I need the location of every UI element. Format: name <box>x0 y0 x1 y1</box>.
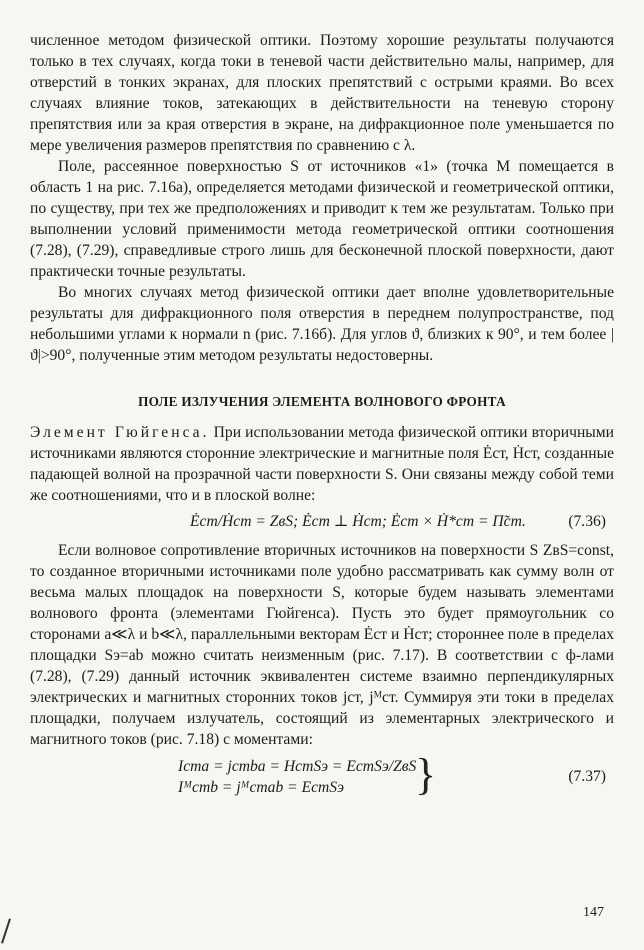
paragraph-1: численное методом физической оптики. Поэтому хорошие результаты получаются только в тех случаях, когда токи в теневой части действительно малы, например, для отверстий в тонких экранах, для плоских препятствий с острыми краями. Во всех случаях влияние токов, затекающих в действительности на теневую сторону препятствия или за края отверстия в экране, на дифракционное поле уменьшается по мере увеличения размеров препятствия по сравнению с λ. <box>30 32 614 154</box>
equation-7-37-number: (7.37) <box>568 768 606 785</box>
equation-7-36-body: Ėст/Ḣст = ZвS; Ėст ⊥ Ḣст; Ėст × Ḣ*ст = Π̃ст. <box>190 513 526 530</box>
equation-7-37-line2: Iᴹстb = jᴹстab = EстSэ <box>178 779 344 796</box>
equation-7-36-number: (7.36) <box>568 513 606 530</box>
equation-7-37-line1: Iстa = jстba = HстSэ = EстSэ/ZвS <box>178 758 417 775</box>
equation-7-37 <box>30 750 614 804</box>
paragraph-3: Во многих случаях метод физической оптики дает вполне удовлетворительные результаты для дифракционного поля отверстия в переднем полупространстве, под небольшими углами к нормали n (рис. 7.16б). Для углов ϑ, близких к 90°, и тем более |ϑ|>90°, полученные этим методом результаты недостоверны. <box>30 284 614 364</box>
page-body <box>30 30 614 804</box>
huygens-title: Элемент Гюйгенса. <box>30 424 210 441</box>
huygens-paragraph <box>30 422 614 506</box>
equation-7-36 <box>30 510 614 534</box>
right-brace: } <box>415 750 437 799</box>
section-heading: ПОЛЕ ИЗЛУЧЕНИЯ ЭЛЕМЕНТА ВОЛНОВОГО ФРОНТА <box>138 394 506 409</box>
paragraph-after-7-36: Если волновое сопротивление вторичных источников на поверхности S ZвS=const, то созданное вторичными источниками поле удобно рассматривать как сумму волн от весьма малых площадок на поверхности S, которые будем называть элементами волнового фронта (элементами Гюйгенса). Пусть это будет прямоугольник со сторонами a≪λ и b≪λ, параллельными векторам Ėст и Ḣст; стороннее поле в пределах площадки Sэ=ab можно считать неизменным (рис. 7.17). В соответствии с ф-лами (7.28), (7.29) данный источник эквивалентен системе взаимно перпендикулярных электрических и магнитных сторонних токов jст, jᴹст. Суммируя эти токи в пределах площадки, получаем излучатель, состоящий из элементарных электрического и магнитного токов (рис. 7.18) с моментами: <box>30 542 614 748</box>
page-number: 147 <box>583 905 604 920</box>
paragraph-2: Поле, рассеянное поверхностью S от источников «1» (точка M помещается в область 1 на рис. 7.16а), определяется методами физической и геометрической оптики, по существу, при тех же предположениях и приводит к тем же результатам. Только при выполнении условий применимости метода геометрической оптики соотношения (7.28), (7.29), справедливые строго лишь для бесконечной плоской поверхности, дают практически точные результаты. <box>30 158 614 280</box>
huygens-text: При использовании метода физической оптики вторичными источниками являются сторонние электрические и магнитные поля Ėст, Ḣст, созданные падающей волной на прозрачной части поверхности S. Они связаны между собой теми же соотношениями, что и в плоской волне: <box>30 424 614 504</box>
pen-mark <box>1 918 11 943</box>
